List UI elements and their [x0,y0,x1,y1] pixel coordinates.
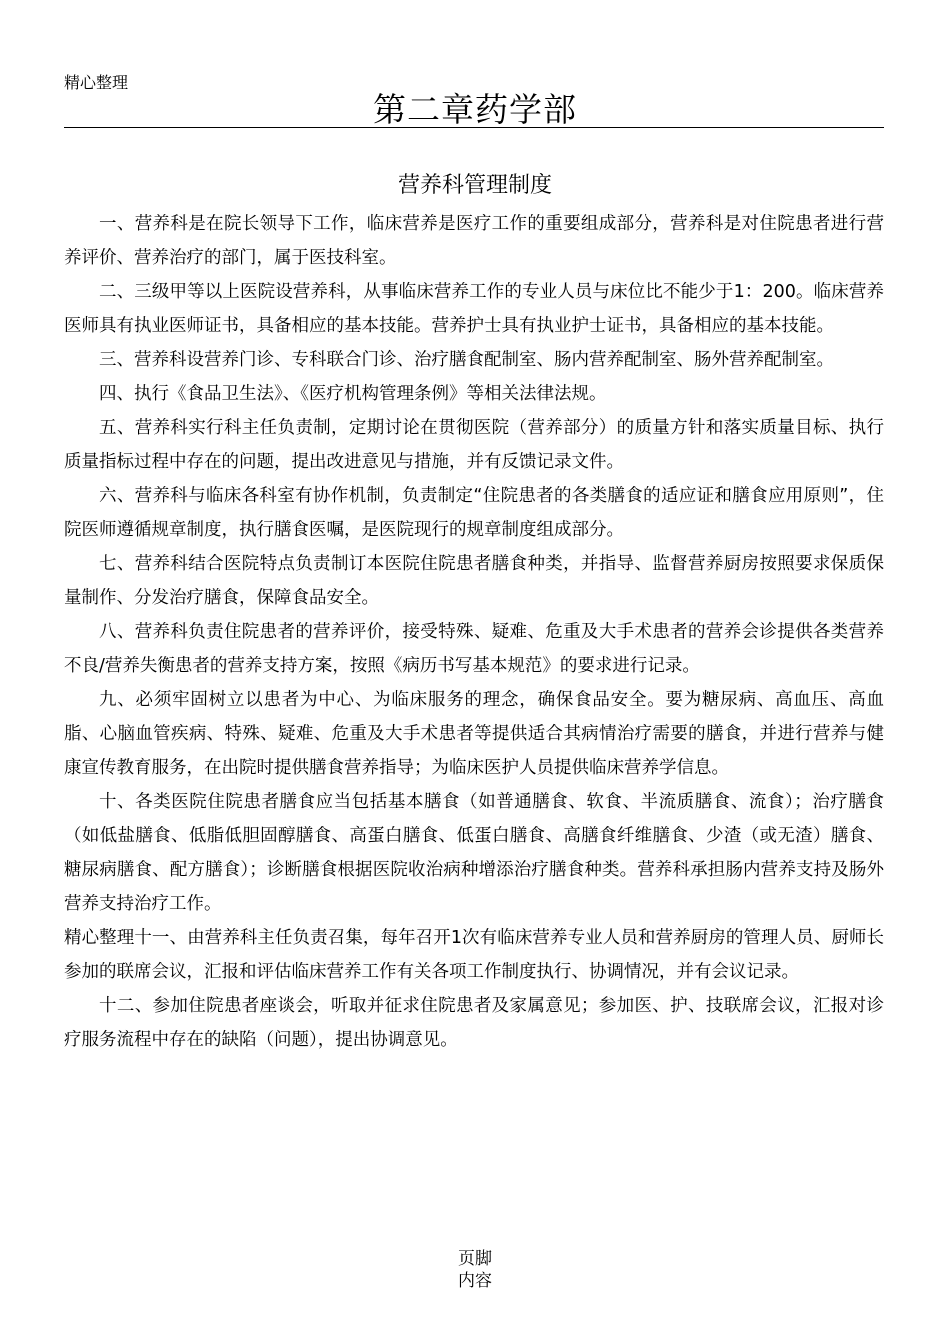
paragraph-10: 十、各类医院住院患者膳食应当包括基本膳食（如普通膳食、软食、半流质膳食、流食）；治疗膳食（如低盐膳食、低脂低胆固醇膳食、高蛋白膳食、低蛋白膳食、高膳食纤维膳食、少渣（或无渣）膳食、糖尿病膳食、配方膳食）；诊断膳食根据医院收治病种增添治疗膳食种类。营养科承担肠内营养支持及肠外营养支持治疗工作。 [64,792,884,914]
paragraph-12: 十二、参加住院患者座谈会，听取并征求住院患者及家属意见；参加医、护、技联席会议，汇报对诊疗服务流程中存在的缺陷（问题），提出协调意见。 [64,996,884,1050]
paragraph-5: 五、营养科实行科主任负责制，定期讨论在贯彻医院（营养部分）的质量方针和落实质量目标、执行质量指标过程中存在的问题，提出改进意见与措施，并有反馈记录文件。 [64,418,884,472]
paragraph-1: 一、营养科是在院长领导下工作，临床营养是医疗工作的重要组成部分，营养科是对住院患者进行营养评价、营养治疗的部门，属于医技科室。 [64,214,884,268]
header-note: 精心整理 [64,73,129,92]
title-divider [64,127,884,128]
paragraph-2: 二、三级甲等以上医院设营养科，从事临床营养工作的专业人员与床位比不能少于1：200。临床营养医师具有执业医师证书，具备相应的基本技能。营养护士具有执业护士证书，具备相应的基本技能。 [64,282,884,336]
paragraph-11: 精心整理十一、由营养科主任负责召集，每年召开1次有临床营养专业人员和营养厨房的管理人员、厨师长参加的联席会议，汇报和评估临床营养工作有关各项工作制度执行、协调情况，并有会议记录。 [64,928,884,982]
paragraph-9: 九、必须牢固树立以患者为中心、为临床服务的理念，确保食品安全。要为糖尿病、高血压、高血脂、心脑血管疾病、特殊、疑难、危重及大手术患者等提供适合其病情治疗需要的膳食，并进行营养与健康宣传教育服务，在出院时提供膳食营养指导；为临床医护人员提供临床营养学信息。 [64,690,884,778]
paragraph-4: 四、执行《食品卫生法》、《医疗机构管理条例》等相关法律法规。 [99,384,607,404]
document-body [64,207,884,1057]
paragraph-3: 三、营养科设营养门诊、专科联合门诊、治疗膳食配制室、肠内营养配制室、肠外营养配制室。 [99,350,834,370]
footer-line-2: 内容 [458,1271,492,1291]
paragraph-6: 六、营养科与临床各科室有协作机制，负责制定“住院患者的各类膳食的适应证和膳食应用原则”，住院医师遵循规章制度，执行膳食医嘱，是医院现行的规章制度组成部分。 [64,486,884,540]
page-footer [0,1248,950,1292]
chapter-title: 第二章药学部 [373,90,577,129]
paragraph-7: 七、营养科结合医院特点负责制订本医院住院患者膳食种类，并指导、监督营养厨房按照要求保质保量制作、分发治疗膳食，保障食品安全。 [64,554,884,608]
paragraph-8: 八、营养科负责住院患者的营养评价，接受特殊、疑难、危重及大手术患者的营养会诊提供各类营养不良/营养失衡患者的营养支持方案，按照《病历书写基本规范》的要求进行记录。 [64,622,884,676]
footer-line-1: 页脚 [458,1249,492,1269]
section-title: 营养科管理制度 [397,173,552,198]
